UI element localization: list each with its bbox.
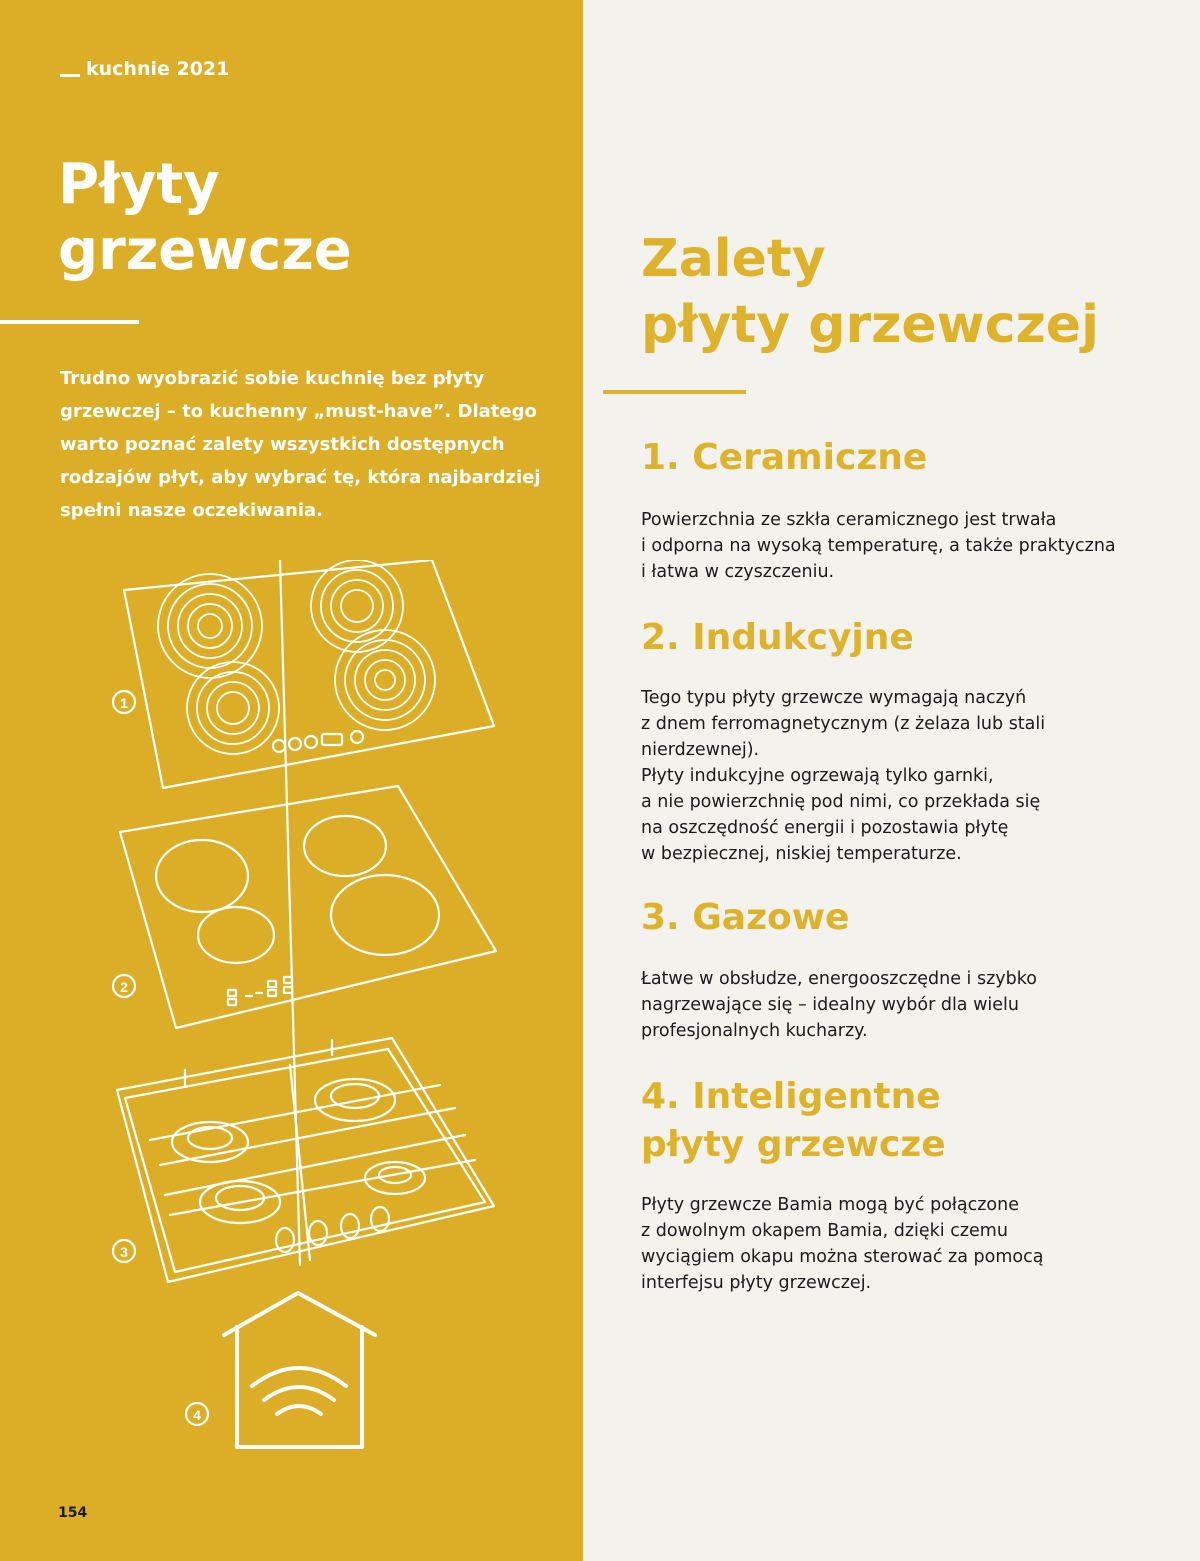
feature-text-smart <box>641 1192 1171 1296</box>
feature-line: wyciągiem okapu można sterować za pomocą <box>641 1247 1044 1267</box>
feature-line: nierdzewnej). <box>641 740 760 760</box>
feature-line: i odporna na wysoką temperaturę, a także praktyczna <box>641 536 1116 556</box>
title-divider-right <box>603 390 746 394</box>
feature-text-induction <box>641 685 1171 867</box>
feature-line: z dowolnym okapem Bamia, dzięki czemu <box>641 1221 1008 1241</box>
feature-line: Płyty grzewcze Bamia mogą być połączone <box>641 1195 1019 1215</box>
section-label <box>60 58 229 80</box>
feature-heading-smart <box>641 1073 946 1169</box>
illustration-number-2: 2 <box>120 979 128 995</box>
intro-line: grzewczej – to kuchenny „must-have”. Dlatego <box>60 401 537 422</box>
intro-line: warto poznać zalety wszystkich dostępnych <box>60 434 505 455</box>
page-title-line1: Płyty <box>58 152 220 217</box>
induction-hob-icon <box>113 786 496 1028</box>
advantages-title-line1: Zalety <box>641 229 826 289</box>
illustration-number-1: 1 <box>120 695 128 711</box>
feature-heading-ceramic <box>641 434 927 482</box>
advantages-title-line2: płyty grzewczej <box>641 295 1099 355</box>
page-title-line2: grzewcze <box>58 218 352 283</box>
feature-line: Łatwe w obsłudze, energooszczędne i szybko <box>641 969 1037 989</box>
feature-line: z dnem ferromagnetycznym (z żelaza lub stali <box>641 714 1046 734</box>
feature-line: i łatwa w czyszczeniu. <box>641 562 835 582</box>
page-number: 154 <box>58 1505 88 1521</box>
feature-line: Płyty indukcyjne ogrzewają tylko garnki, <box>641 766 994 786</box>
feature-heading-gas <box>641 894 849 942</box>
page-title <box>58 152 352 284</box>
intro-line: Trudno wyobrazić sobie kuchnię bez płyty <box>60 368 485 389</box>
illustration-number-4: 4 <box>193 1407 201 1423</box>
feature-heading-text: 1. Ceramiczne <box>641 437 928 478</box>
illustration-number-3: 3 <box>120 1244 128 1260</box>
feature-line: w bezpiecznej, niskiej temperaturze. <box>641 844 962 864</box>
gas-hob-icon <box>113 560 494 1282</box>
smart-home-wifi-icon <box>224 1293 375 1447</box>
intro-paragraph <box>60 362 550 527</box>
title-divider-left <box>0 320 139 324</box>
advantages-title <box>641 226 1099 358</box>
feature-line: Tego typu płyty grzewcze wymagają naczyń <box>641 688 1027 708</box>
feature-line: na oszczędność energii i pozostawia płytę <box>641 818 1009 838</box>
feature-line: Powierzchnia ze szkła ceramicznego jest trwała <box>641 510 1057 530</box>
section-label-text: kuchnie 2021 <box>86 58 230 80</box>
feature-heading-text: 4. Inteligentne <box>641 1076 941 1117</box>
feature-line: profesjonalnych kucharzy. <box>641 1021 868 1041</box>
hob-illustrations <box>0 560 583 1460</box>
ceramic-hob-icon <box>113 560 494 788</box>
feature-heading-induction <box>641 614 914 662</box>
intro-line: spełni nasze oczekiwania. <box>60 500 323 521</box>
feature-text-gas <box>641 966 1171 1044</box>
feature-heading-text: płyty grzewcze <box>641 1124 946 1165</box>
feature-heading-text: 2. Indukcyjne <box>641 617 914 658</box>
feature-line: interfejsu płyty grzewczej. <box>641 1273 872 1293</box>
feature-line: a nie powierzchnię pod nimi, co przekłada się <box>641 792 1041 812</box>
feature-heading-text: 3. Gazowe <box>641 897 850 938</box>
feature-line: nagrzewające się – idealny wybór dla wielu <box>641 995 1019 1015</box>
intro-line: rodzajów płyt, aby wybrać tę, która najbardziej <box>60 467 541 488</box>
feature-text-ceramic <box>641 507 1171 585</box>
section-dash <box>60 74 80 77</box>
